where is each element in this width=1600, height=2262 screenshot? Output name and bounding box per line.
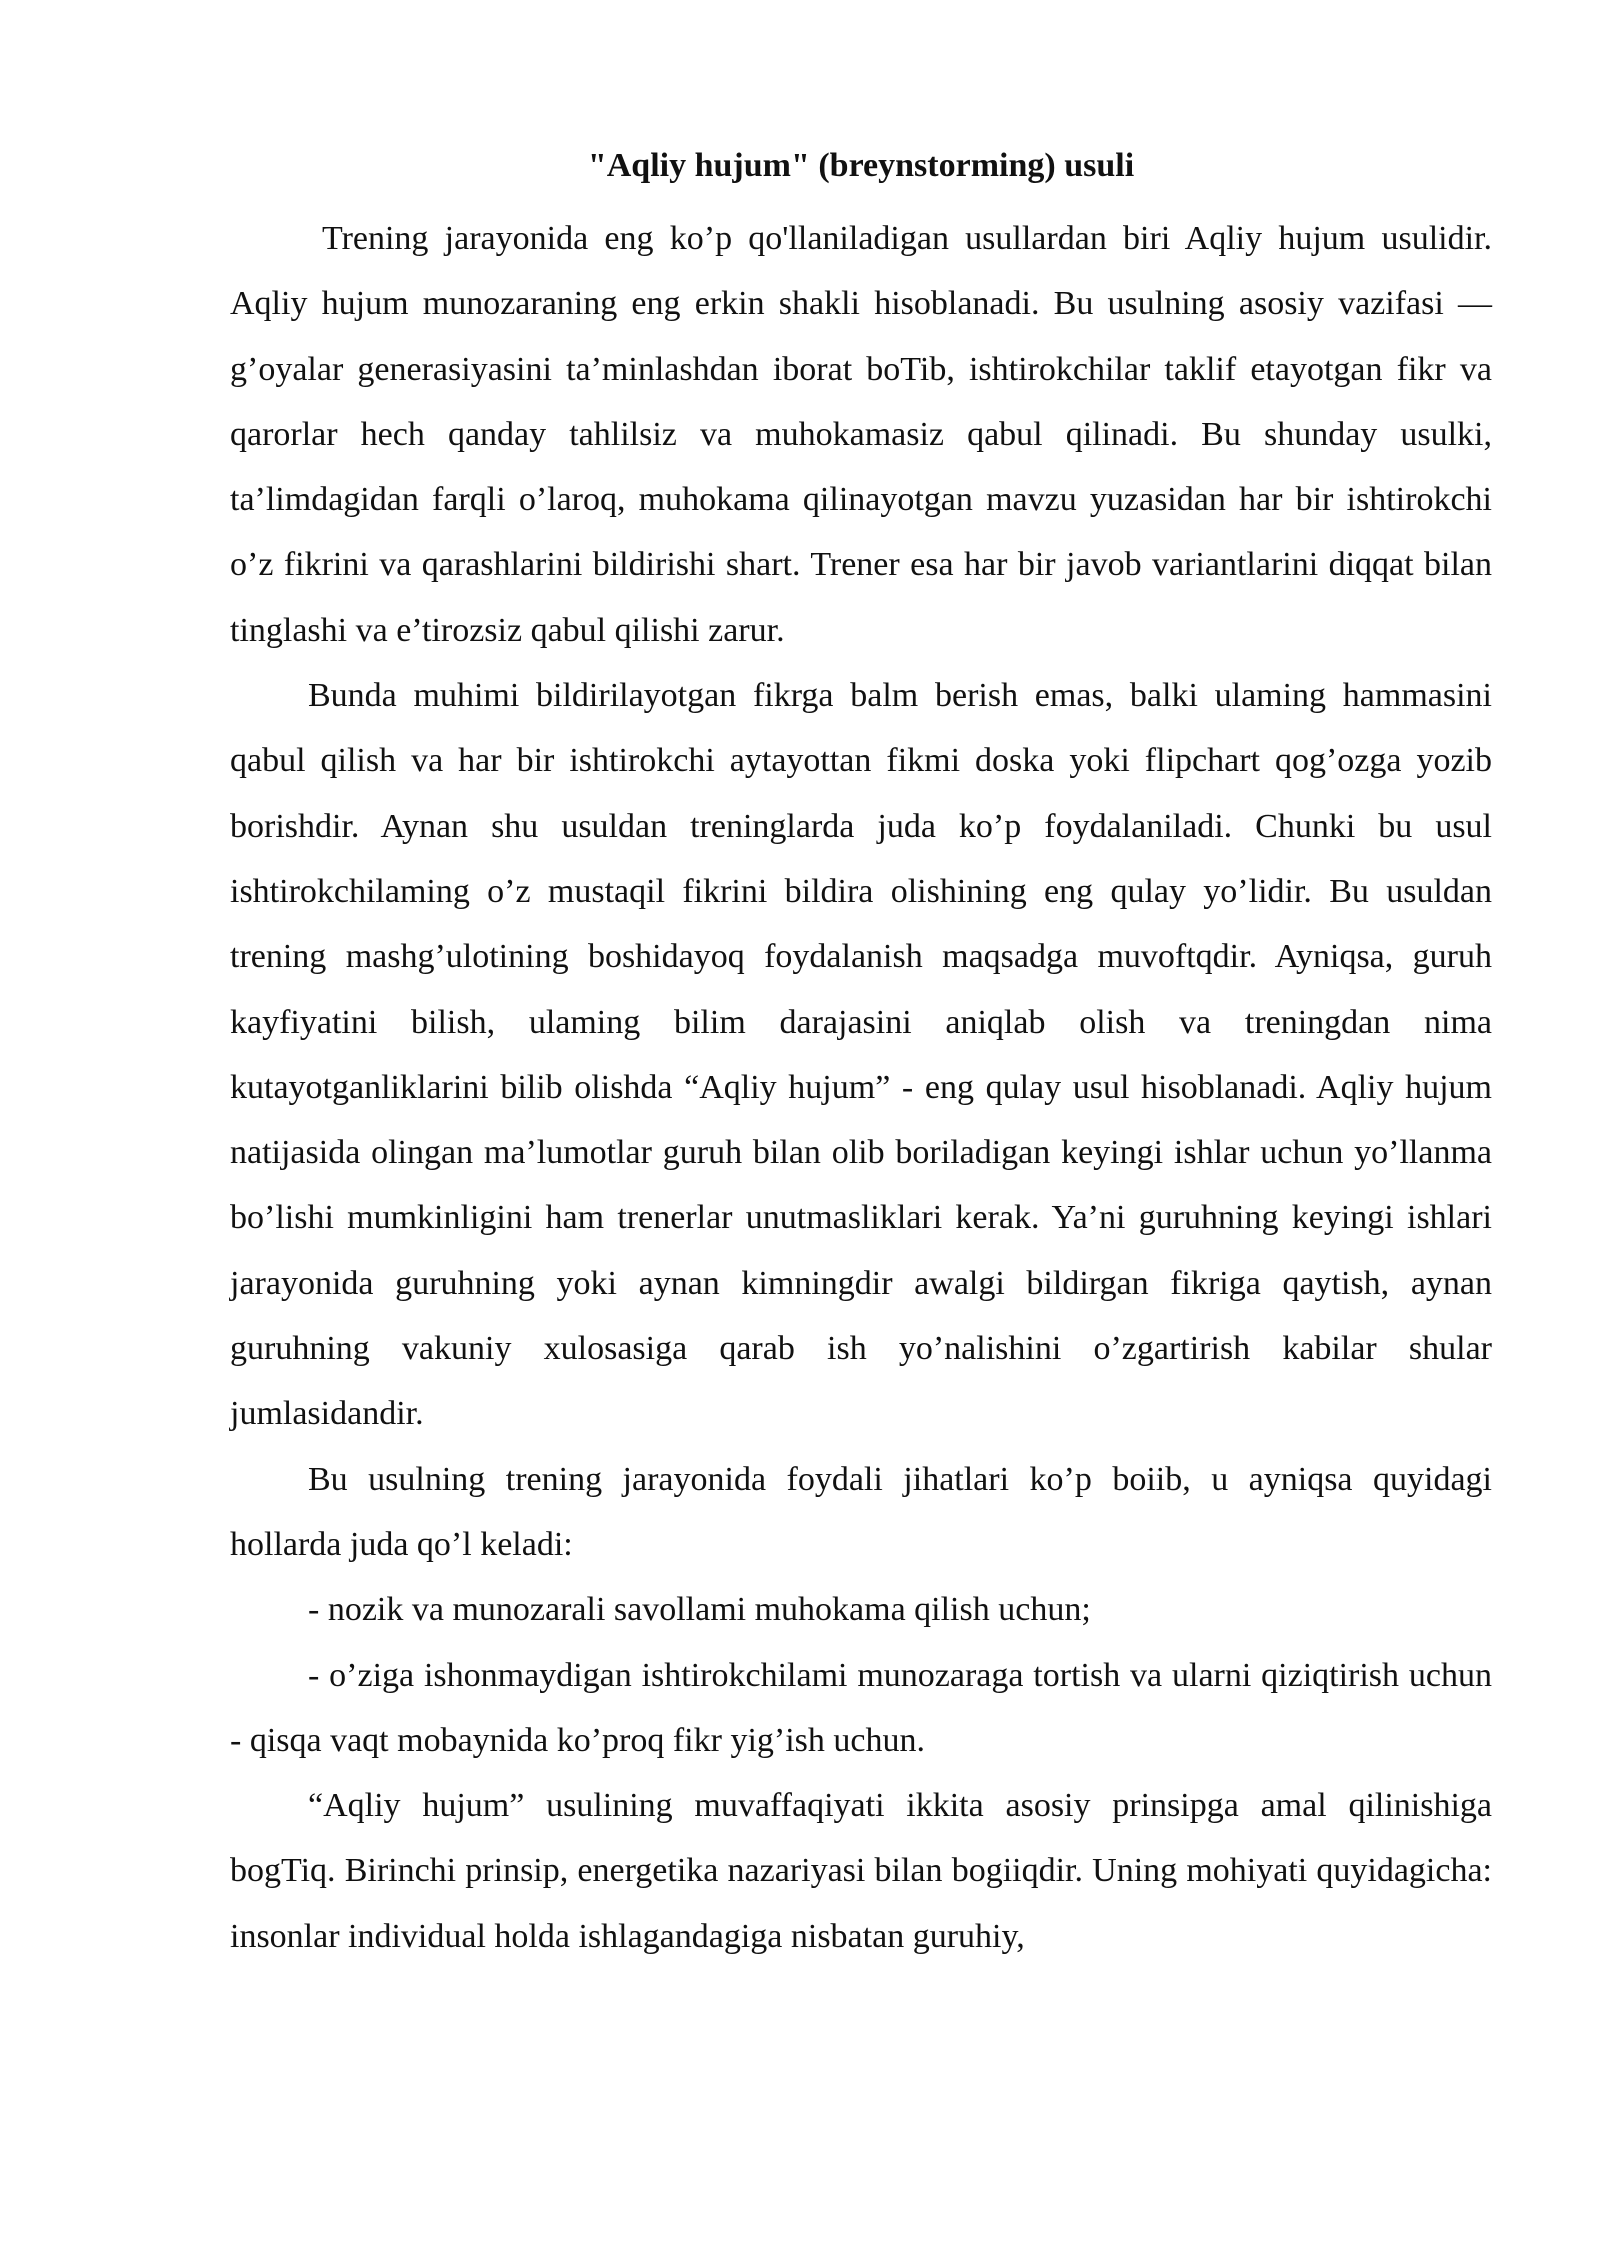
document-title: "Aqliy hujum" (breynstorming) usuli	[587, 147, 1135, 184]
paragraph-principles: “Aqliy hujum” usulining muvaffaqiyati ikkita asosiy prinsipga amal qilinishiga bogTiq. Birinchi prinsip, energetika nazariyasi bilan bogiiqdir. Uning mohiyati quyidagicha: insonlar individual holda ishlagandagiga nisbatan guruhiy,	[230, 1787, 1492, 1955]
paragraph-benefits: Bu usulning trening jarayonida foydali jihatlari ko’p boiib, u ayniqsa quyidagi hollarda juda qo’l keladi:	[230, 1460, 1492, 1563]
paragraph-main: Bunda muhimi bildirilayotgan fikrga balm berish emas, balki ulaming hammasini qabul qilish va har bir ishtirokchi aytayottan fikmi doska yoki flipchart qog’ozga yozib borishdir. Aynan shu usuldan treninglarda juda ko’p foydalaniladi. Chunki bu usul ishtirokchilaming o’z mustaqil fikrini bildira olishining eng qulay yo’lidir. Bu usuldan trening mashg’ulotining boshidayoq foydalanish maqsadga muvoftqdir. Ayniqsa, guruh kayfiyatini bilish, ulaming bilim darajasini aniqlab olish va treningdan nima kutayotganliklarini bilib olishda “Aqliy hujum” - eng qulay usul hisoblanadi. Aqliy hujum natijasida olingan ma’lumotlar guruh bilan olib boriladigan keyingi ishlar uchun yo’llanma bo’lishi mumkinligini ham trenerlar unutmasliklari kerak. Ya’ni guruhning keyingi ishlari jarayonida guruhning yoki aynan kimningdir awalgi bildirgan fikriga qaytish, aynan guruhning vakuniy xulosasiga qarab ish yo’nalishini o’zgartirish kabilar shular jumlasidandir.	[230, 677, 1492, 1433]
list-item-benefit-1: - nozik va munozarali savollami muhokama qilish uchun;	[308, 1591, 1091, 1629]
list-item-benefit-2: - o’ziga ishonmaydigan ishtirokchilami munozaraga tortish va ularni qiziqtirish uchun - qisqa vaqt mobaynida ko’proq fikr yig’ish uchun.	[230, 1656, 1492, 1759]
paragraph-intro: Trening jarayonida eng ko’p qo'llaniladigan usullardan biri Aqliy hujum usulidir. Aqliy hujum munozaraning eng erkin shakli hisoblanadi. Bu usulning asosiy vazifasi — g’oyalar generasiyasini ta’minlashdan iborat boTib, ishtirokchilar taklif etayotgan fikr va qarorlar hech qanday tahlilsiz va muhokamasiz qabul qilinadi. Bu shunday usulki, ta’limdagidan farqli o’laroq, muhokama qilinayotgan mavzu yuzasidan har bir ishtirokchi o’z fikrini va qarashlarini bildirishi shart. Trener esa har bir javob variantlarini diqqat bilan tinglashi va e’tirozsiz qabul qilishi zarur.	[230, 220, 1492, 649]
document-page	[230, 142, 1492, 1969]
